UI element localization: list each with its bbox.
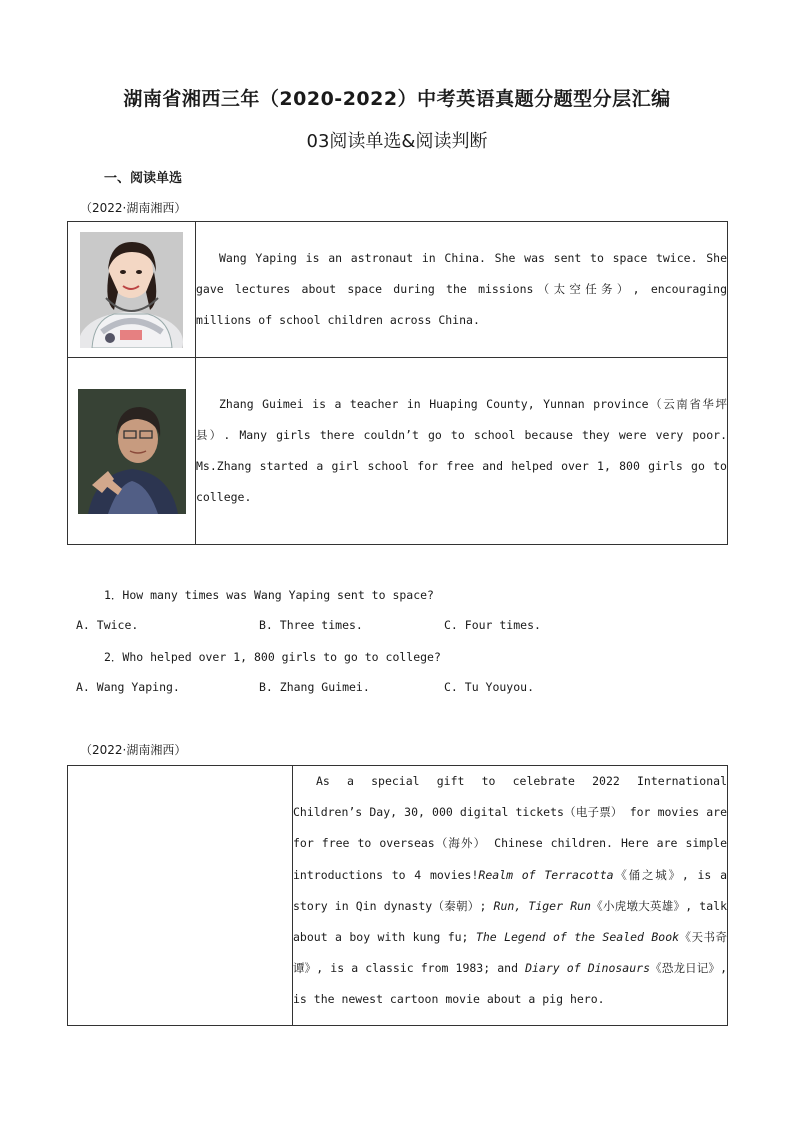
source-label: （2022·湖南湘西） [80, 201, 187, 215]
section-heading: 一、阅读单选 [104, 171, 183, 186]
passage-b-table [67, 765, 728, 1026]
q1-option-a: A. Twice. [76, 618, 139, 632]
movie-title-4: Diary of Dinosaurs [525, 961, 651, 976]
photo-cell [68, 222, 196, 358]
movie-desc-1: 《俑之城》, is a story in Qin dynasty（秦朝）; [293, 867, 728, 913]
movie-desc-4: 《恐龙日记》, is the newest cartoon movie about a pig hero. [293, 961, 727, 1007]
question-1: 1．How many times was Wang Yaping sent to space? [104, 588, 434, 602]
q1-option-c: C. Four times. [444, 618, 541, 632]
q2-option-b: B. Zhang Guimei. [259, 680, 370, 694]
q2-option-a: A. Wang Yaping. [76, 680, 180, 694]
movie-title-1: Realm of Terracotta [478, 867, 614, 882]
q1-option-b: B. Three times. [259, 618, 363, 632]
passage-a-row1-text: Wang Yaping is an astronaut in China. She was sent to space twice. She gave lectures about space during the missions（太空任务）, encouraging millions of school children across China. [196, 251, 727, 327]
empty-image-cell [68, 766, 293, 1026]
passage-a-table [67, 221, 728, 545]
q2-option-c: C. Tu Youyou. [444, 680, 535, 694]
question-2: 2．Who helped over 1, 800 girls to go to college? [104, 650, 441, 664]
movie-desc-3: 《天书奇谭》, is a classic from 1983; and [293, 930, 727, 976]
teacher-photo [78, 389, 186, 514]
passage-b-intro: As a special gift to celebrate 2022 International Children’s Day, 30, 000 digital tickets（电子票） for movies are for free to overseas（海外） Chinese children. Here are simple introductions to 4 movies! [293, 774, 727, 882]
astronaut-photo [80, 232, 183, 348]
passage-a-row1 [196, 222, 728, 358]
movie-title-2: Run, Tiger Run [493, 898, 591, 913]
source-label: （2022·湖南湘西） [80, 743, 187, 757]
document-title: 湖南省湘西三年（2020-2022）中考英语真题分题型分层汇编 [123, 88, 671, 110]
passage-b-text-cell [293, 766, 728, 1026]
passage-a-row2 [196, 358, 728, 545]
movie-desc-2: 《小虎墩大英雄》, talk about a boy with kung fu; [293, 898, 727, 945]
passage-b-text [293, 766, 727, 1016]
movie-title-3: The Legend of the Sealed Book [475, 930, 680, 945]
passage-a-row2-text: Zhang Guimei is a teacher in Huaping County, Yunnan province（云南省华坪县）. Many girls there couldn’t go to school because they were very poor. Ms.Zhang started a girl school for free and helped over 1, 800 girls go to college. [196, 397, 727, 504]
photo-cell [68, 358, 196, 545]
document-subtitle: 03阅读单选&阅读判断 [306, 131, 488, 152]
